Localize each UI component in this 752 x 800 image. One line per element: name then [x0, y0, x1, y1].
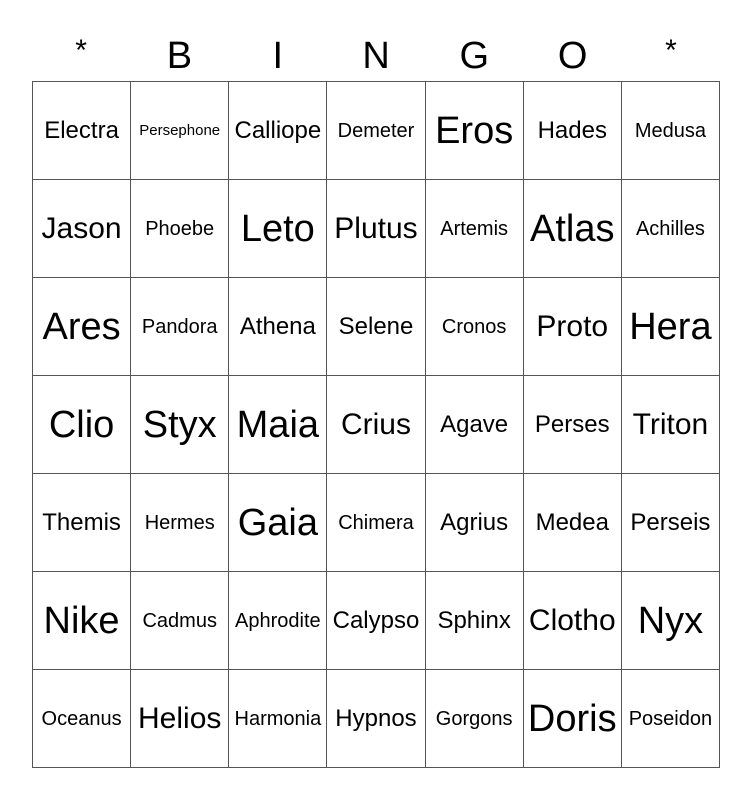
- header-letter-o: O: [557, 34, 588, 77]
- bingo-cell[interactable]: Proto: [524, 278, 622, 376]
- header-star-left: *: [75, 34, 87, 67]
- header-letter-n: N: [362, 34, 390, 77]
- bingo-cell[interactable]: Selene: [327, 278, 425, 376]
- bingo-cell[interactable]: Sphinx: [426, 572, 524, 670]
- header-letter-b: B: [166, 34, 193, 77]
- bingo-cell[interactable]: Phoebe: [131, 180, 229, 278]
- bingo-cell[interactable]: Hermes: [131, 474, 229, 572]
- bingo-cell[interactable]: Agrius: [426, 474, 524, 572]
- bingo-cell[interactable]: Poseidon: [622, 670, 720, 768]
- bingo-cell[interactable]: Demeter: [327, 82, 425, 180]
- bingo-cell[interactable]: Artemis: [426, 180, 524, 278]
- bingo-cell[interactable]: Triton: [622, 376, 720, 474]
- bingo-cell[interactable]: Crius: [327, 376, 425, 474]
- bingo-cell[interactable]: Ares: [33, 278, 131, 376]
- bingo-cell[interactable]: Medusa: [622, 82, 720, 180]
- bingo-cell[interactable]: Achilles: [622, 180, 720, 278]
- bingo-cell[interactable]: Jason: [33, 180, 131, 278]
- bingo-cell[interactable]: Doris: [524, 670, 622, 768]
- bingo-cell[interactable]: Harmonia: [229, 670, 327, 768]
- bingo-cell[interactable]: Medea: [524, 474, 622, 572]
- bingo-cell[interactable]: Gaia: [229, 474, 327, 572]
- bingo-cell[interactable]: Hera: [622, 278, 720, 376]
- bingo-cell[interactable]: Atlas: [524, 180, 622, 278]
- bingo-cell[interactable]: Perseis: [622, 474, 720, 572]
- bingo-cell[interactable]: Pandora: [131, 278, 229, 376]
- bingo-grid: [32, 81, 720, 768]
- header-star-right: *: [665, 34, 677, 67]
- bingo-cell[interactable]: Cronos: [426, 278, 524, 376]
- bingo-cell[interactable]: Oceanus: [33, 670, 131, 768]
- bingo-cell[interactable]: Nike: [33, 572, 131, 670]
- bingo-cell[interactable]: Helios: [131, 670, 229, 768]
- bingo-header: [32, 30, 720, 81]
- bingo-cell[interactable]: Chimera: [327, 474, 425, 572]
- bingo-cell[interactable]: Aphrodite: [229, 572, 327, 670]
- bingo-cell[interactable]: Cadmus: [131, 572, 229, 670]
- header-letter-i: I: [272, 34, 284, 77]
- bingo-cell[interactable]: Themis: [33, 474, 131, 572]
- bingo-cell[interactable]: Athena: [229, 278, 327, 376]
- bingo-cell[interactable]: Electra: [33, 82, 131, 180]
- bingo-cell[interactable]: Agave: [426, 376, 524, 474]
- header-letter-g: G: [459, 34, 490, 77]
- bingo-cell[interactable]: Calypso: [327, 572, 425, 670]
- bingo-cell[interactable]: Maia: [229, 376, 327, 474]
- bingo-cell[interactable]: Leto: [229, 180, 327, 278]
- bingo-cell[interactable]: Nyx: [622, 572, 720, 670]
- bingo-cell[interactable]: Clio: [33, 376, 131, 474]
- bingo-cell[interactable]: Calliope: [229, 82, 327, 180]
- bingo-cell[interactable]: Plutus: [327, 180, 425, 278]
- bingo-cell[interactable]: Hades: [524, 82, 622, 180]
- bingo-cell[interactable]: Clotho: [524, 572, 622, 670]
- bingo-cell[interactable]: Gorgons: [426, 670, 524, 768]
- bingo-cell[interactable]: Hypnos: [327, 670, 425, 768]
- bingo-cell[interactable]: Eros: [426, 82, 524, 180]
- bingo-cell[interactable]: Persephone: [131, 82, 229, 180]
- bingo-cell[interactable]: Perses: [524, 376, 622, 474]
- bingo-cell[interactable]: Styx: [131, 376, 229, 474]
